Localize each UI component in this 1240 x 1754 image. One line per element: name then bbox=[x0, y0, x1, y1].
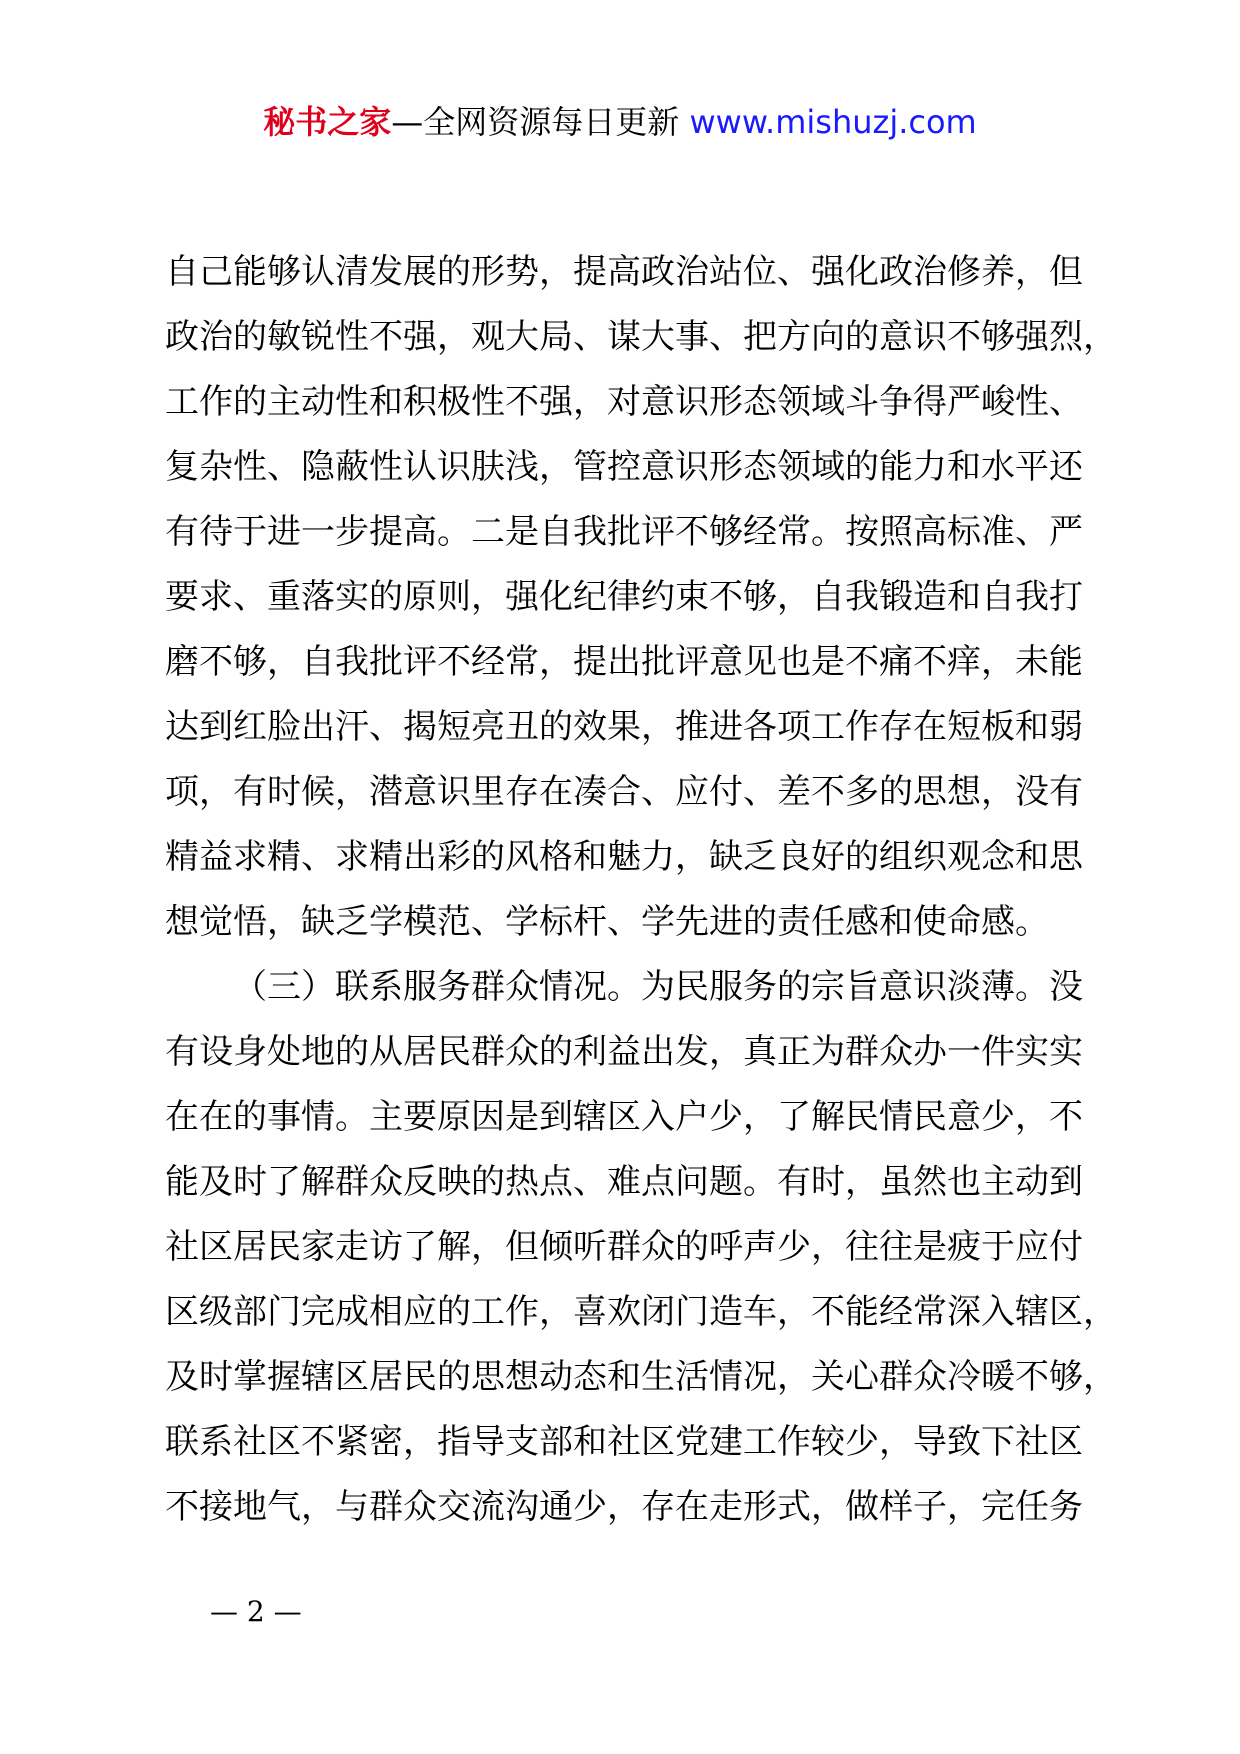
text-line: 要求、重落实的原则，强化纪律约束不够，自我锻造和自我打 bbox=[165, 577, 1083, 617]
text-line: 及时掌握辖区居民的思想动态和生活情况，关心群众冷暖不够， bbox=[165, 1357, 1117, 1397]
text-line: 联系社区不紧密，指导支部和社区党建工作较少，导致下社区 bbox=[165, 1422, 1083, 1462]
text-line: 想觉悟，缺乏学模范、学标杆、学先进的责任感和使命感。 bbox=[165, 902, 1049, 942]
text-line: 有待于进一步提高。二是自我批评不够经常。按照高标准、严 bbox=[165, 512, 1083, 552]
text-line: 磨不够，自我批评不经常，提出批评意见也是不痛不痒，未能 bbox=[165, 642, 1083, 682]
page-header bbox=[0, 98, 1240, 146]
website-link[interactable]: www.mishuzj.com bbox=[689, 103, 977, 141]
text-line: 社区居民家走访了解，但倾听群众的呼声少，往往是疲于应付 bbox=[165, 1227, 1083, 1267]
text-line: 精益求精、求精出彩的风格和魅力，缺乏良好的组织观念和思 bbox=[165, 837, 1083, 877]
text-line: 政治的敏锐性不强，观大局、谋大事、把方向的意识不够强烈， bbox=[165, 317, 1117, 357]
section-heading-line: （三）联系服务群众情况。为民服务的宗旨意识淡薄。没 bbox=[233, 967, 1083, 1007]
text-line: 复杂性、隐蔽性认识肤浅，管控意识形态领域的能力和水平还 bbox=[165, 447, 1083, 487]
text-line: 区级部门完成相应的工作，喜欢闭门造车，不能经常深入辖区， bbox=[165, 1292, 1117, 1332]
text-line: 达到红脸出汗、揭短亮丑的效果，推进各项工作存在短板和弱 bbox=[165, 707, 1083, 747]
text-line: 项，有时候，潜意识里存在凑合、应付、差不多的思想，没有 bbox=[165, 772, 1083, 812]
brand-name: 秘书之家 bbox=[263, 103, 392, 141]
page-number: — 2 — bbox=[210, 1595, 302, 1628]
header-tagline: —全网资源每日更新 bbox=[391, 103, 680, 141]
document-body bbox=[165, 240, 1125, 1540]
text-line: 自己能够认清发展的形势，提高政治站位、强化政治修养，但 bbox=[165, 252, 1083, 292]
text-line: 在在的事情。主要原因是到辖区入户少，了解民情民意少，不 bbox=[165, 1097, 1083, 1137]
text-line: 工作的主动性和积极性不强，对意识形态领域斗争得严峻性、 bbox=[165, 382, 1083, 422]
text-line: 不接地气，与群众交流沟通少，存在走形式，做样子，完任务 bbox=[165, 1487, 1083, 1527]
text-line: 有设身处地的从居民群众的利益出发，真正为群众办一件实实 bbox=[165, 1032, 1083, 1072]
text-line: 能及时了解群众反映的热点、难点问题。有时，虽然也主动到 bbox=[165, 1162, 1083, 1202]
